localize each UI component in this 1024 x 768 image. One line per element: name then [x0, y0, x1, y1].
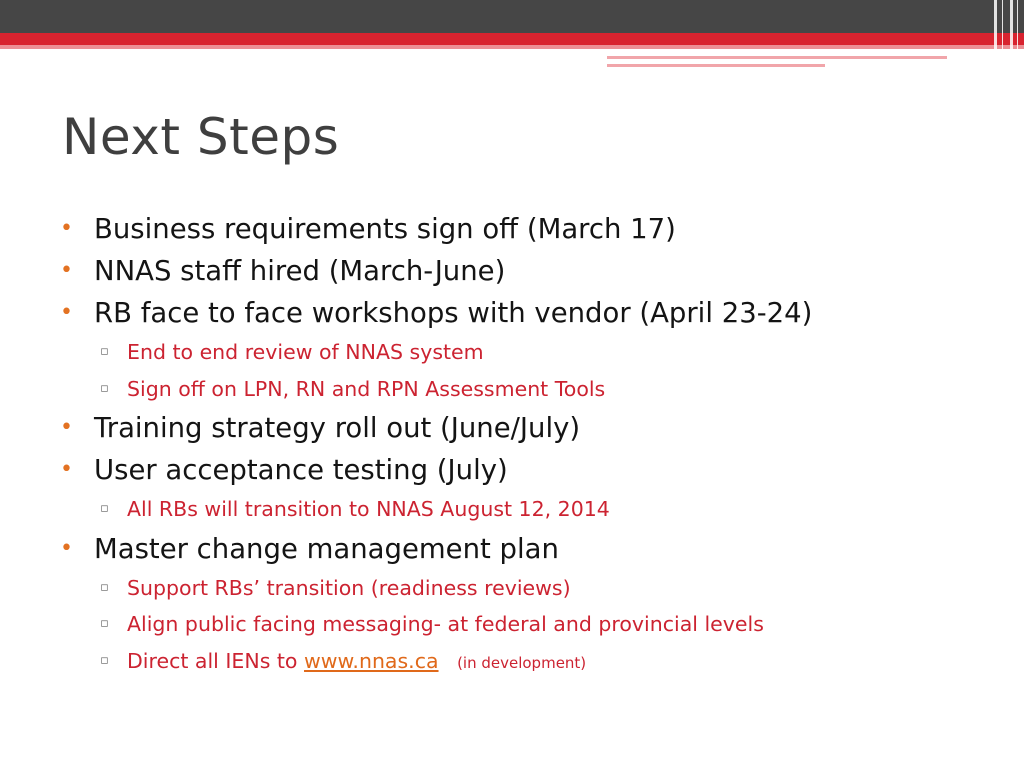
- bullet-text: RB face to face workshops with vendor (April 23-24): [94, 297, 813, 329]
- bullet-dot-icon: •: [60, 415, 73, 440]
- header-dark-bar: [0, 0, 1024, 33]
- sub-bullet-text: Sign off on LPN, RN and RPN Assessment Tools: [127, 376, 606, 401]
- square-bullet-icon: ▫: [100, 380, 109, 396]
- header-vline: [1017, 0, 1018, 70]
- sub-bullet-text: Direct all IENs to: [127, 648, 298, 673]
- bullet-dot-icon: •: [60, 300, 73, 325]
- bullet-text: NNAS staff hired (March-June): [94, 255, 506, 287]
- square-bullet-icon: ▫: [100, 344, 109, 359]
- bullet-text: Master change management plan: [94, 532, 559, 565]
- bullet-list: [60, 208, 1000, 679]
- sub-bullet-item: [60, 334, 1000, 371]
- bullet-dot-icon: •: [60, 535, 73, 561]
- bullet-item: [60, 208, 1000, 250]
- header-vline: [994, 0, 997, 70]
- header-pink-bar: [0, 45, 1024, 49]
- bullet-item: [60, 250, 1000, 292]
- square-bullet-icon: ▫: [100, 579, 109, 595]
- slide-title: Next Steps: [62, 108, 340, 166]
- header-vline: [1010, 0, 1013, 70]
- bullet-item: [60, 449, 1000, 491]
- bullet-item: [60, 528, 1000, 570]
- sub-bullet-item: [60, 491, 1000, 528]
- nnas-website-link[interactable]: www.nnas.ca: [304, 648, 439, 673]
- sub-bullet-item: [60, 643, 1000, 680]
- bullet-dot-icon: •: [60, 457, 73, 482]
- sub-bullet-item: [60, 570, 1000, 607]
- bullet-dot-icon: •: [60, 216, 73, 241]
- header-vline: [1002, 0, 1003, 70]
- bullet-text: User acceptance testing (July): [94, 454, 508, 486]
- bullet-dot-icon: •: [60, 258, 73, 283]
- bullet-item: [60, 407, 1000, 449]
- header-stripe: [607, 56, 947, 59]
- sub-bullet-text: Align public facing messaging- at federal and provincial levels: [127, 612, 764, 636]
- bullet-text: Training strategy roll out (June/July): [94, 412, 581, 444]
- bullet-item: [60, 292, 1000, 334]
- sub-bullet-text: All RBs will transition to NNAS August 12, 2014: [127, 497, 610, 521]
- square-bullet-icon: ▫: [100, 652, 109, 668]
- sub-bullet-text: Support RBs’ transition (readiness reviews): [127, 575, 571, 600]
- sub-bullet-item: [60, 606, 1000, 643]
- bullet-text: Business requirements sign off (March 17): [94, 213, 676, 245]
- development-note: (in development): [457, 653, 587, 672]
- sub-bullet-text: End to end review of NNAS system: [127, 340, 484, 364]
- header-stripe: [607, 64, 825, 67]
- square-bullet-icon: ▫: [100, 616, 109, 631]
- sub-bullet-item: [60, 371, 1000, 408]
- square-bullet-icon: ▫: [100, 501, 109, 516]
